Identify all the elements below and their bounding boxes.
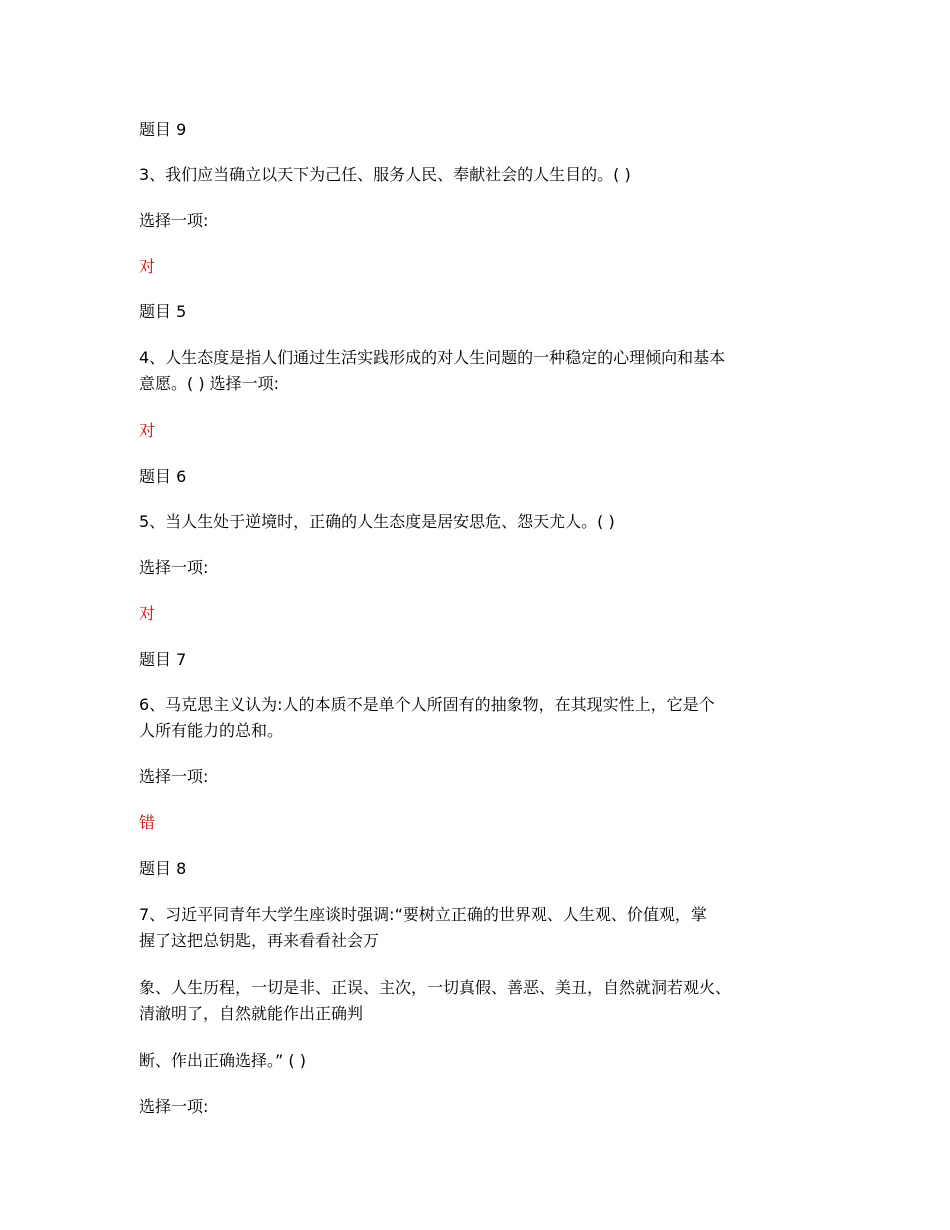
question-text-line: 象、人生历程，一切是非、正误、主次，一切真假、善恶、美丑，自然就洞若观火、 <box>139 978 732 997</box>
question-heading: 题目 6 <box>139 467 187 486</box>
question-text-line: 断、作出正确选择。” ( ) <box>139 1051 306 1070</box>
question-heading: 题目 9 <box>139 120 187 139</box>
answer-text: 对 <box>139 257 156 276</box>
question-text-line: 7、习近平同青年大学生座谈时强调:“要树立正确的世界观、人生观、价值观，掌 <box>139 905 707 924</box>
answer-text: 对 <box>139 604 156 623</box>
question-heading: 题目 5 <box>139 302 187 321</box>
question-text-line: 意愿。( ) 选择一项: <box>139 374 280 393</box>
question-text-line: 清澈明了，自然就能作出正确判 <box>139 1004 364 1023</box>
choice-prompt: 选择一项: <box>139 1097 209 1116</box>
question-text-line: 握了这把总钥匙，再来看看社会万 <box>139 931 380 950</box>
question-text-line: 人所有能力的总和。 <box>139 721 284 740</box>
question-text: 3、我们应当确立以天下为己任、服务人民、奉献社会的人生目的。( ) <box>139 165 631 184</box>
choice-prompt: 选择一项: <box>139 767 209 786</box>
question-text-line: 6、马克思主义认为:人的本质不是单个人所固有的抽象物，在其现实性上，它是个 <box>139 695 715 714</box>
answer-text: 对 <box>139 421 156 440</box>
answer-text: 错 <box>139 813 156 832</box>
question-heading: 题目 7 <box>139 650 187 669</box>
choice-prompt: 选择一项: <box>139 211 209 230</box>
question-text-line: 4、人生态度是指人们通过生活实践形成的对人生问题的一种稳定的心理倾向和基本 <box>139 348 726 367</box>
choice-prompt: 选择一项: <box>139 558 209 577</box>
question-text: 5、当人生处于逆境时，正确的人生态度是居安思危、怨天尤人。( ) <box>139 512 615 531</box>
question-heading: 题目 8 <box>139 859 187 878</box>
